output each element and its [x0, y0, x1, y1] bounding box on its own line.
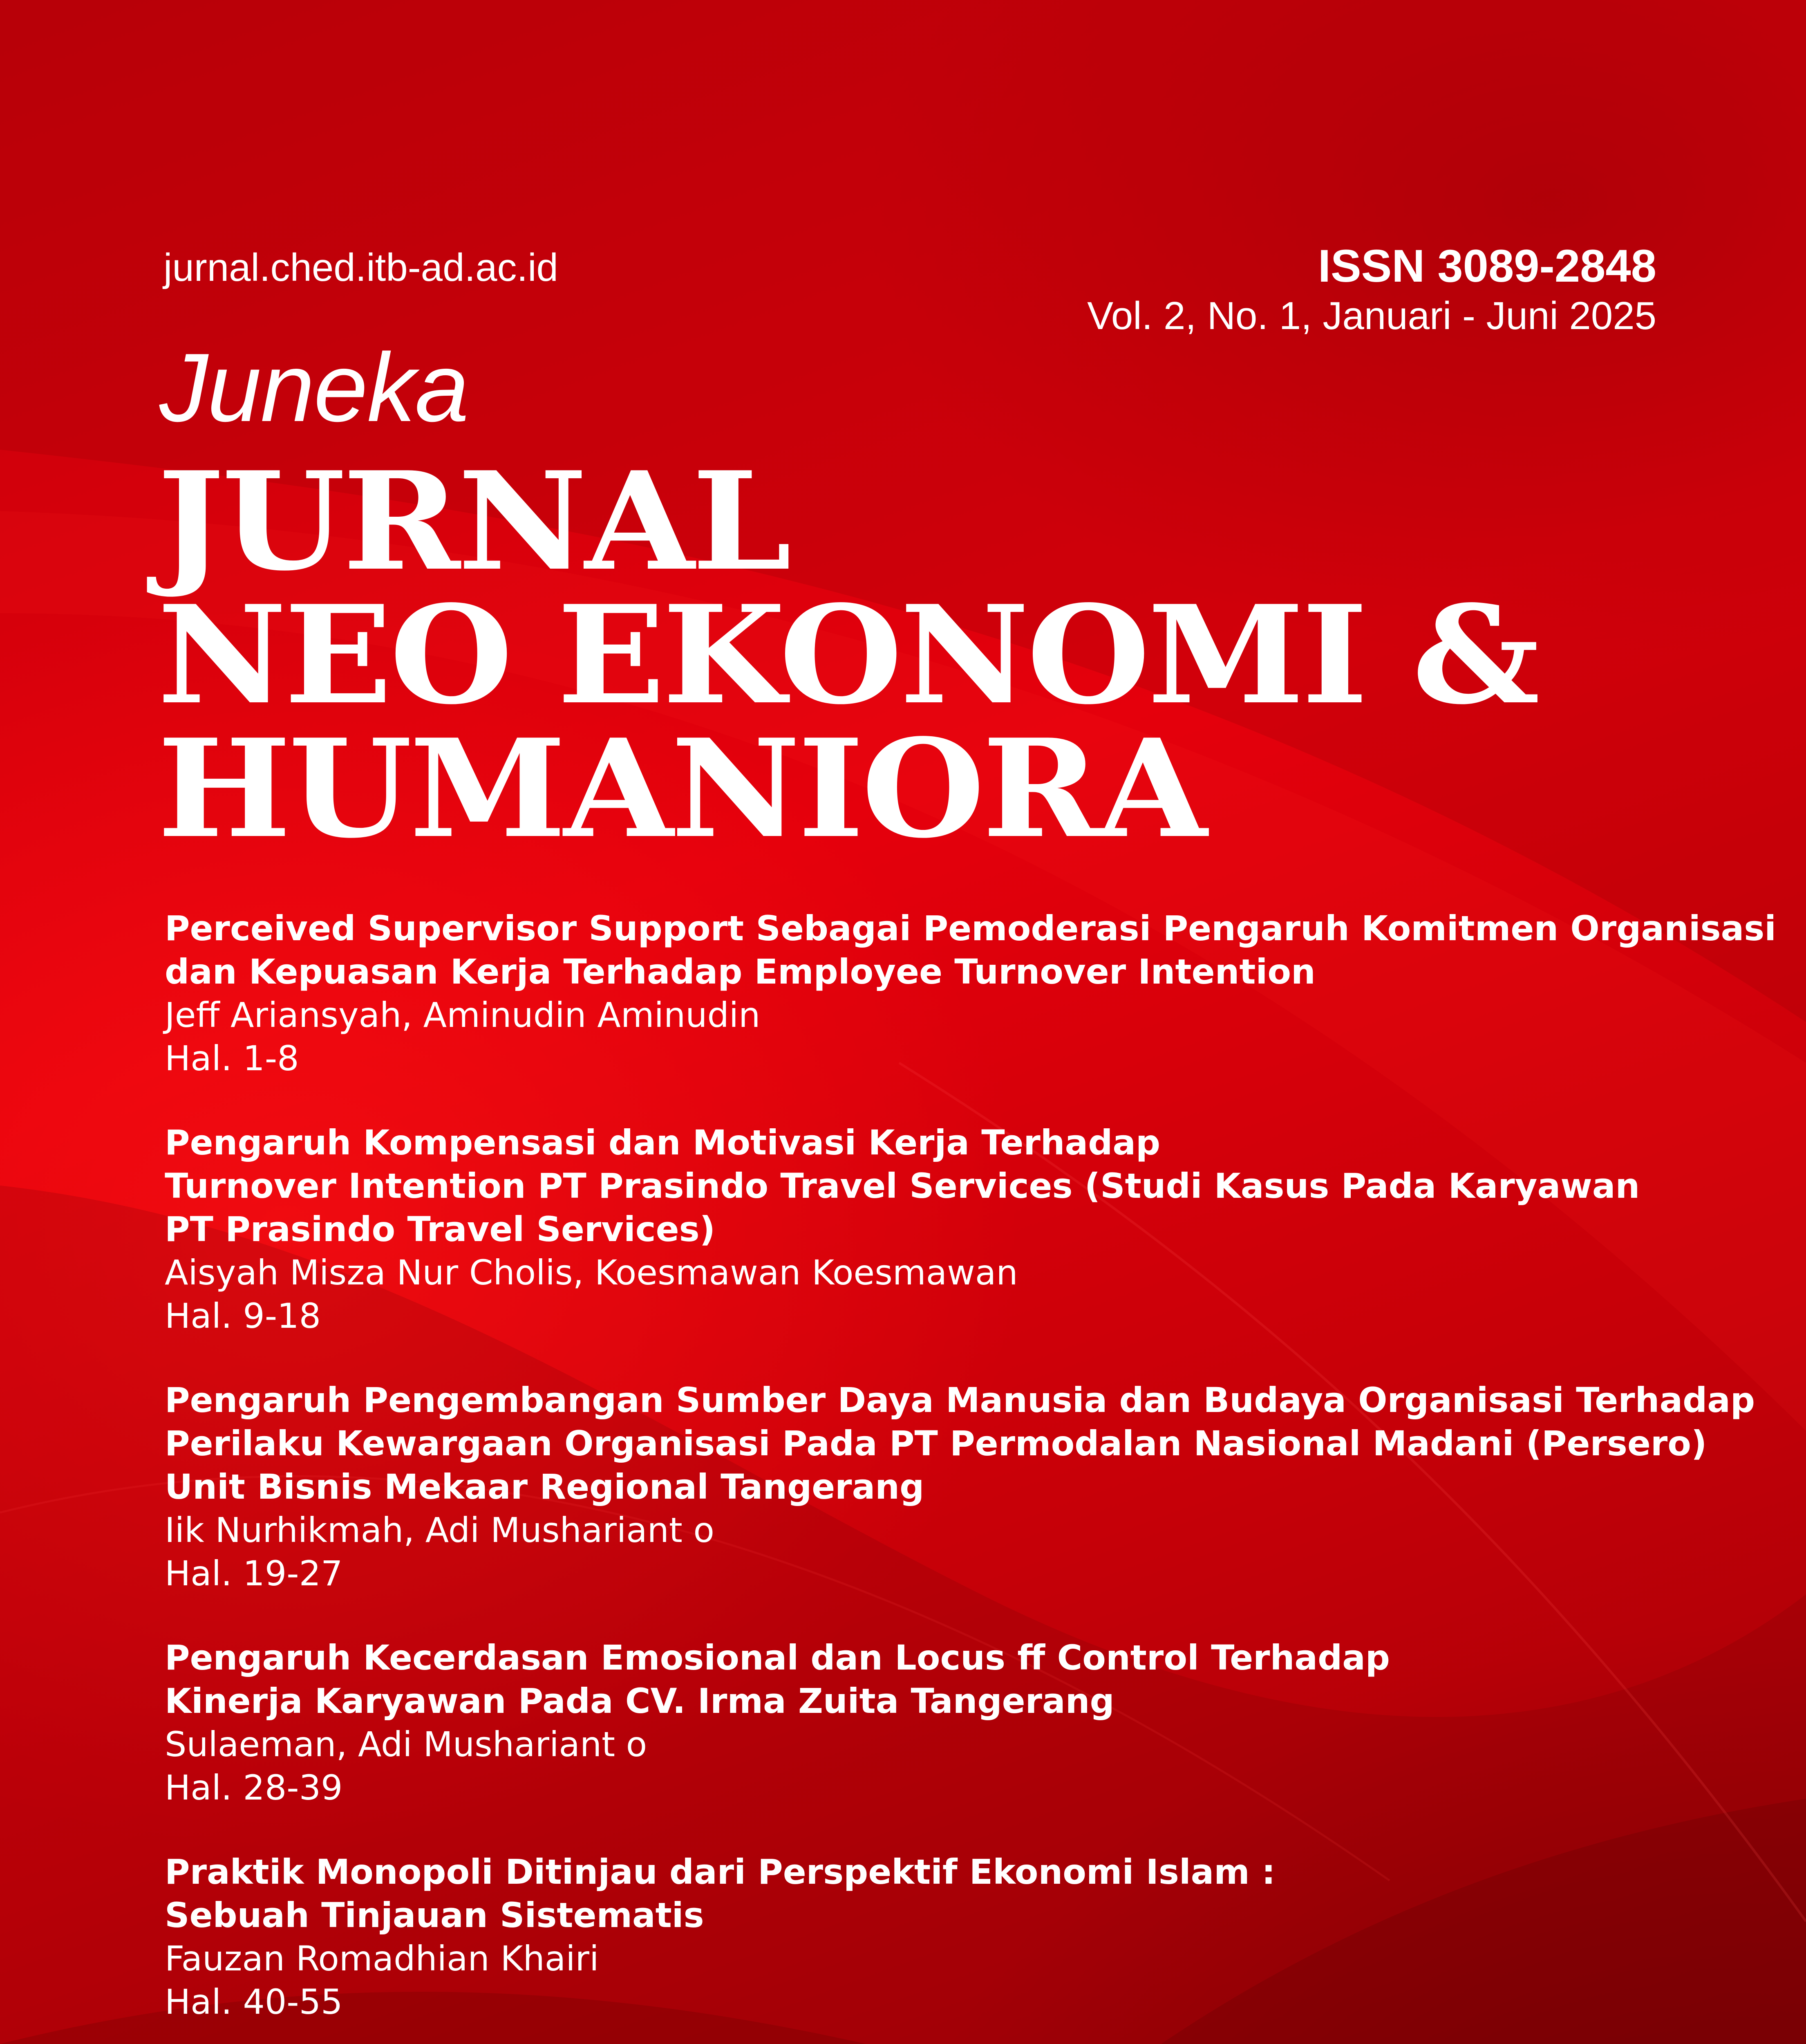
- article-entry: [165, 1850, 1677, 2024]
- article-title-line: Pengaruh Pengembangan Sumber Daya Manusia dan Budaya Organisasi Terhadap: [165, 1380, 1755, 1420]
- journal-title-line-2: NEO EKONOMI &: [157, 576, 1537, 734]
- article-title-line: Pengaruh Kecerdasan Emosional dan Locus ff Control Terhadap: [165, 1638, 1390, 1678]
- article-entry: [165, 1121, 1677, 1338]
- article-authors: Jeff Ariansyah, Aminudin Aminudin: [165, 995, 761, 1035]
- article-title-line: Unit Bisnis Mekaar Regional Tangerang: [165, 1467, 924, 1507]
- article-title-line: PT Prasindo Travel Services): [165, 1209, 715, 1249]
- article-authors: Sulaeman, Adi Mushariant o: [165, 1724, 647, 1764]
- volume-issue-info: Vol. 2, No. 1, Januari - Juni 2025: [1087, 294, 1656, 338]
- article-title-line: Perceived Supervisor Support Sebagai Pemoderasi Pengaruh Komitmen Organisasi: [165, 908, 1777, 948]
- journal-short-name: Juneka: [159, 334, 468, 442]
- journal-title-line-3: HUMANIORA: [157, 709, 1205, 868]
- article-entry: [165, 907, 1777, 1080]
- article-title-line: Kinerja Karyawan Pada CV. Irma Zuita Tangerang: [165, 1681, 1114, 1721]
- article-entry: [165, 1636, 1677, 1809]
- article-title-line: Sebuah Tinjauan Sistematis: [165, 1895, 704, 1935]
- article-pages: Hal. 28-39: [165, 1768, 343, 1808]
- article-pages: Hal. 40-55: [165, 1982, 343, 2022]
- article-entry: [165, 1378, 1755, 1595]
- article-title-line: Praktik Monopoli Ditinjau dari Perspektif Ekonomi Islam :: [165, 1852, 1276, 1892]
- table-of-contents: [165, 907, 1777, 2044]
- article-title-line: Pengaruh Kompensasi dan Motivasi Kerja Terhadap: [165, 1123, 1161, 1163]
- article-pages: Hal. 1-8: [165, 1038, 299, 1078]
- article-title-line: Perilaku Kewargaan Organisasi Pada PT Permodalan Nasional Madani (Persero): [165, 1423, 1707, 1464]
- article-pages: Hal. 9-18: [165, 1296, 321, 1336]
- article-authors: Fauzan Romadhian Khairi: [165, 1939, 599, 1979]
- issn-number: ISSN 3089-2848: [1318, 240, 1656, 291]
- article-title-line: Turnover Intention PT Prasindo Travel Services (Studi Kasus Pada Karyawan: [165, 1166, 1640, 1206]
- article-authors: Aisyah Misza Nur Cholis, Koesmawan Koesmawan: [165, 1253, 1018, 1293]
- article-pages: Hal. 19-27: [165, 1553, 343, 1594]
- article-title-line: dan Kepuasan Kerja Terhadap Employee Turnover Intention: [165, 952, 1316, 992]
- article-authors: Iik Nurhikmah, Adi Mushariant o: [165, 1510, 714, 1550]
- journal-title-line-1: JURNAL: [157, 442, 789, 601]
- journal-website-url: jurnal.ched.itb-ad.ac.id: [163, 246, 558, 289]
